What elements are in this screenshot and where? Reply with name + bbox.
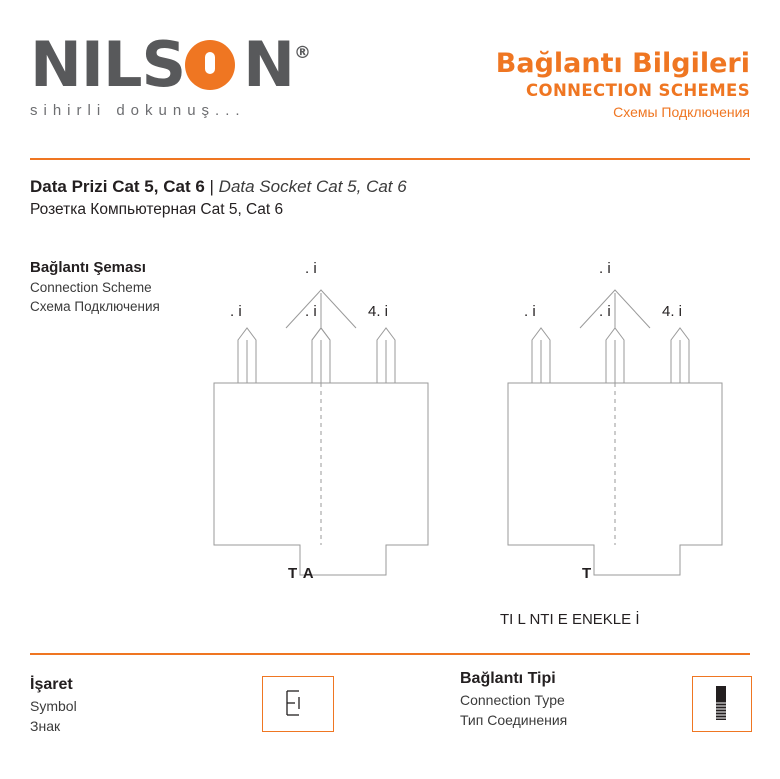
scheme-label (30, 258, 200, 316)
right-socket-caption: T (582, 565, 592, 582)
right-pin-label-1: . i (524, 303, 536, 320)
symbol-label-tr: İşaret (30, 676, 73, 693)
screw-terminal-icon (693, 677, 749, 729)
left-socket-caption: T A (288, 565, 315, 582)
divider-bottom (30, 653, 750, 655)
left-pin-label-4: 4. i (368, 303, 389, 320)
connection-type-icon-box (692, 676, 752, 732)
connection-diagram (200, 245, 760, 635)
connection-type-label-ru: Тип Соединения (460, 712, 568, 728)
product-title-separator: | (209, 177, 214, 196)
product-name-en: Data Socket Cat 5, Cat 6 (218, 177, 407, 196)
data-socket-symbol-icon (263, 677, 331, 729)
footer-symbol-block (30, 674, 250, 736)
right-pin-label-2: . i (599, 303, 611, 320)
product-name-ru: Розетка Компьютерная Cat 5, Cat 6 (30, 201, 284, 218)
product-title (30, 175, 630, 221)
header-title-en: CONNECTION SCHEMES (526, 81, 750, 100)
brand-name-part2: N (243, 28, 295, 101)
right-socket-note: TI L NTI E ENEKLE İ (500, 611, 640, 628)
connection-type-label-tr: Bağlantı Tipi (460, 670, 556, 687)
brand-o-pill (205, 52, 215, 74)
brand-name-part1: NILS (30, 28, 186, 101)
symbol-label-en: Symbol (30, 698, 77, 714)
brand-tagline: sihirli dokunuş... (30, 102, 246, 119)
brand-wordmark (30, 22, 430, 101)
scheme-label-en: Connection Scheme (30, 280, 152, 295)
brand-registered-mark: ® (294, 43, 311, 63)
product-name-tr: Data Prizi Cat 5, Cat 6 (30, 177, 205, 196)
brand-logo (30, 22, 430, 119)
symbol-icon-box (262, 676, 334, 732)
divider-top (30, 158, 750, 160)
header-titles (420, 48, 750, 122)
left-pin-label-1: . i (230, 303, 242, 320)
header-title-tr: Bağlantı Bilgileri (495, 48, 750, 79)
header-title-ru: Схемы Подключения (613, 104, 750, 120)
left-pin-label-2: . i (305, 303, 317, 320)
scheme-label-ru: Схема Подключения (30, 299, 160, 314)
brand-o-icon (185, 38, 243, 96)
symbol-label-ru: Знак (30, 718, 61, 734)
right-pin-label-4: 4. i (662, 303, 683, 320)
connection-type-label-en: Connection Type (460, 692, 565, 708)
left-pin-label-3: . i (305, 260, 317, 277)
scheme-label-tr: Bağlantı Şeması (30, 259, 146, 276)
footer-connection-type-block (460, 668, 690, 730)
right-pin-label-3: . i (599, 260, 611, 277)
